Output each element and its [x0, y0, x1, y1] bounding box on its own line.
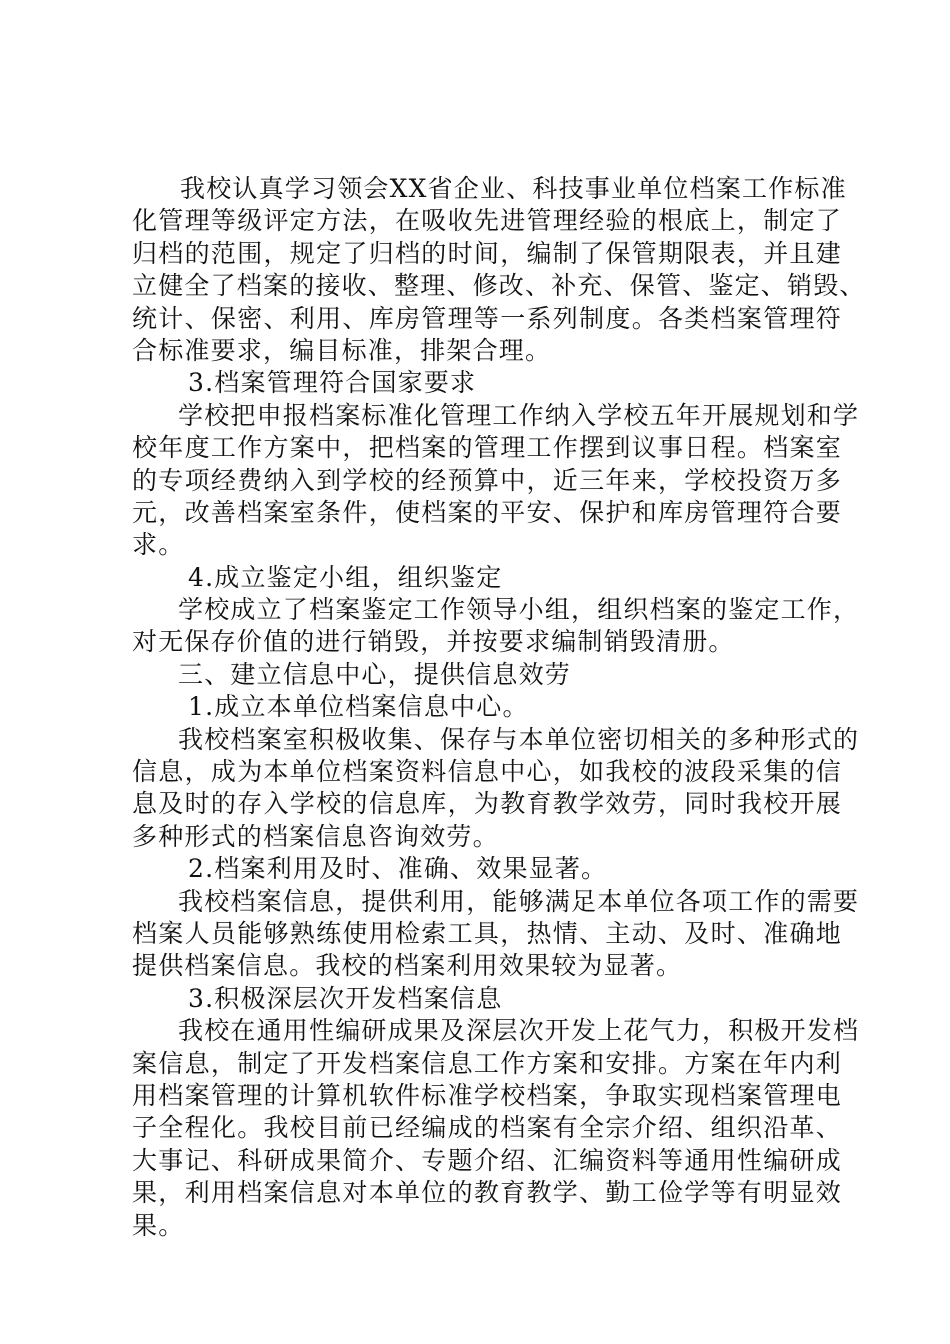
paragraph-line: 我校档案信息，提供利用，能够满足本单位各项工作的需要	[178, 886, 860, 916]
paragraph-line: 学校成立了档案鉴定工作领导小组，组织档案的鉴定工作，	[178, 595, 860, 625]
section-heading: 2.档案利用及时、准确、效果显著。	[188, 854, 608, 884]
paragraph-line: 归档的范围，规定了归档的时间，编制了保管期限表，并且建	[132, 238, 842, 268]
paragraph-line: 信息，成为本单位档案资料信息中心，如我校的波段采集的信	[132, 757, 842, 787]
paragraph-line: 统计、保密、利用、库房管理等一系列制度。各类档案管理符	[132, 303, 842, 333]
paragraph-line: 我校认真学习领会XX省企业、科技事业单位档案工作标准	[180, 174, 847, 203]
paragraph-line: 校年度工作方案中，把档案的管理工作摆到议事日程。档案室	[132, 433, 842, 463]
paragraph-line: 果，利用档案信息对本单位的教育教学、勤工俭学等有明显效	[132, 1178, 842, 1208]
body-text	[132, 173, 866, 1242]
paragraph-line: 求。	[132, 530, 185, 560]
section-heading: 3.档案管理符合国家要求	[188, 368, 477, 398]
paragraph-line: 大事记、科研成果简介、专题介绍、汇编资料等通用性编研成	[132, 1145, 842, 1175]
paragraph-line: 多种形式的档案信息咨询效劳。	[132, 821, 499, 851]
paragraph-line: 合标准要求，编目标准，排架合理。	[132, 335, 552, 365]
paragraph-line: 的专项经费纳入到学校的经预算中，近三年来，学校投资万多	[132, 465, 842, 495]
paragraph-line: 提供档案信息。我校的档案利用效果较为显著。	[132, 951, 683, 981]
section-heading: 4.成立鉴定小组，组织鉴定	[188, 562, 503, 592]
paragraph-line: 我校档案室积极收集、保存与本单位密切相关的多种形式的	[178, 724, 860, 754]
section-heading: 三、建立信息中心，提供信息效劳	[178, 659, 572, 689]
paragraph-line: 息及时的存入学校的信息库，为教育教学效劳，同时我校开展	[132, 789, 842, 819]
section-heading: 1.成立本单位档案信息中心。	[188, 692, 529, 722]
paragraph-line: 立健全了档案的接收、整理、修改、补充、保管、鉴定、销毁、	[132, 271, 866, 301]
paragraph-line: 学校把申报档案标准化管理工作纳入学校五年开展规划和学	[178, 400, 860, 430]
paragraph-line: 用档案管理的计算机软件标准学校档案，争取实现档案管理电	[132, 1080, 842, 1110]
paragraph-line: 元，改善档案室条件，使档案的平安、保护和库房管理符合要	[132, 497, 842, 527]
section-heading: 3.积极深层次开发档案信息	[188, 983, 503, 1013]
paragraph-line: 对无保存价值的进行销毁，并按要求编制销毁清册。	[132, 627, 735, 657]
paragraph-line: 案信息，制定了开发档案信息工作方案和安排。方案在年内利	[132, 1048, 842, 1078]
paragraph-line: 果。	[132, 1210, 185, 1240]
paragraph-line: 档案人员能够熟练使用检索工具，热情、主动、及时、准确地	[132, 918, 842, 948]
paragraph-line: 子全程化。我校目前已经编成的档案有全宗介绍、组织沿革、	[132, 1113, 842, 1143]
paragraph-line: 我校在通用性编研成果及深层次开发上花气力，积极开发档	[178, 1016, 860, 1046]
paragraph-line: 化管理等级评定方法，在吸收先进管理经验的根底上，制定了	[132, 206, 842, 236]
